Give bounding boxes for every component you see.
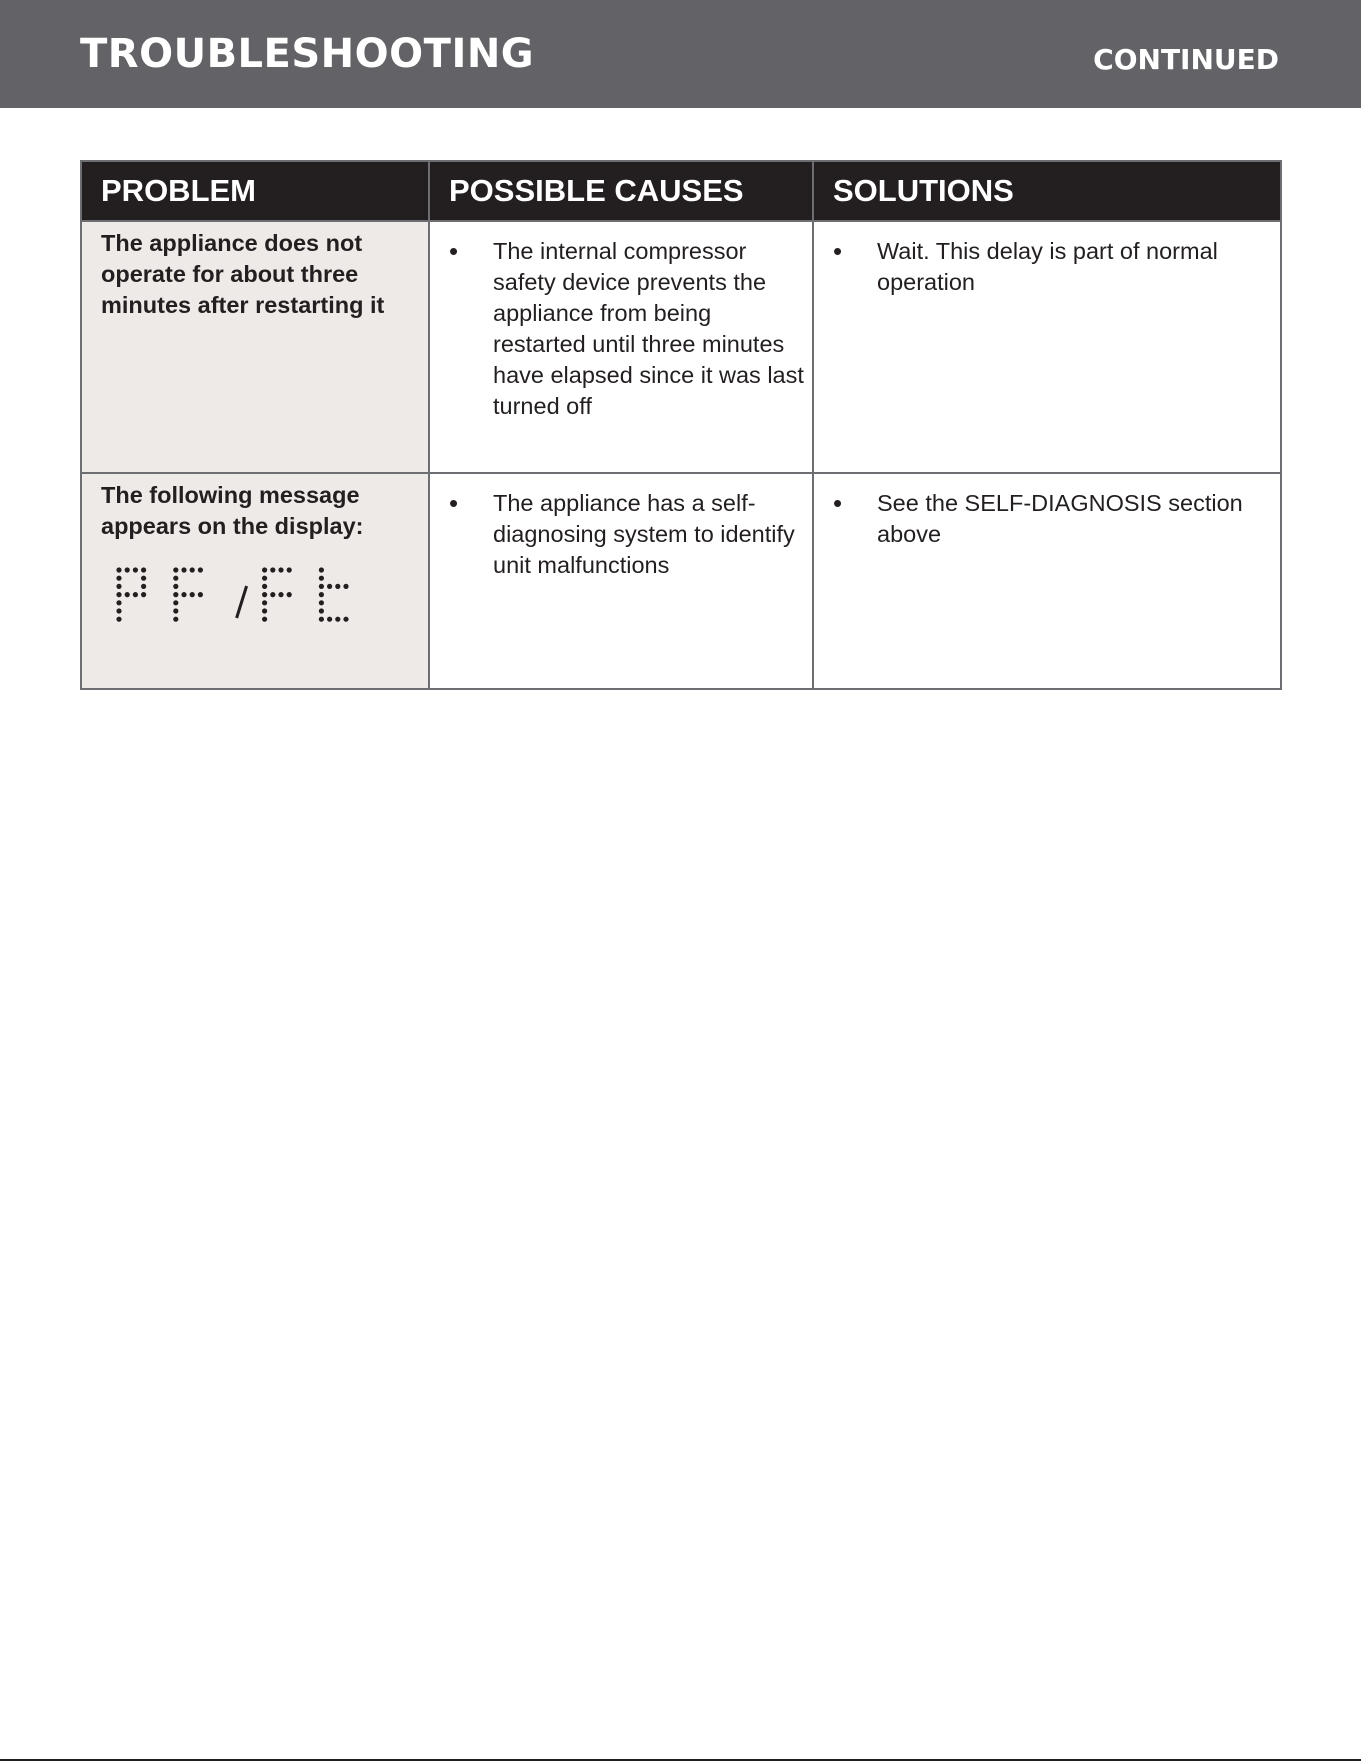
display-dot <box>116 592 121 597</box>
display-dot <box>181 567 186 572</box>
display-dot <box>335 617 340 622</box>
display-dot <box>262 584 267 589</box>
dot-matrix-display-code <box>115 564 355 640</box>
problem-cell <box>81 221 429 473</box>
display-dot <box>173 617 178 622</box>
display-dot <box>173 567 178 572</box>
display-dot <box>319 600 324 605</box>
display-dot <box>343 584 348 589</box>
display-dot <box>319 592 324 597</box>
slash-separator <box>237 586 247 618</box>
solution-bullet-item <box>833 236 1272 298</box>
display-dot <box>319 576 324 581</box>
display-dot <box>125 567 130 572</box>
problem-text: The appliance does not operate for about three minutes after restarting it <box>101 230 385 318</box>
bullet-icon: • <box>449 236 459 266</box>
table-row <box>81 473 1281 689</box>
bullet-icon: • <box>833 236 843 266</box>
display-dot <box>190 567 195 572</box>
display-dot <box>319 584 324 589</box>
continued-label: CONTINUED <box>1093 43 1279 76</box>
display-dot <box>141 567 146 572</box>
display-dot <box>319 617 324 622</box>
header-bar <box>0 0 1361 108</box>
cause-text: The internal compressor safety device prevents the appliance from being restarted until three minutes have elapsed since it was last turned off <box>493 238 804 419</box>
display-dot <box>116 584 121 589</box>
display-dot <box>181 592 186 597</box>
display-dot <box>133 592 138 597</box>
display-dot <box>116 617 121 622</box>
column-header-possible-causes: POSSIBLE CAUSES <box>429 161 813 221</box>
display-dot <box>125 592 130 597</box>
display-dot <box>198 567 203 572</box>
display-dot <box>116 600 121 605</box>
cause-cell <box>429 221 813 473</box>
display-dot <box>173 592 178 597</box>
display-dot <box>116 576 121 581</box>
cause-bullet-item <box>449 236 804 422</box>
display-dot <box>262 608 267 613</box>
bullet-icon: • <box>449 488 459 518</box>
display-dot <box>270 592 275 597</box>
display-dot <box>173 584 178 589</box>
solution-text: See the SELF-DIAGNOSIS section above <box>877 490 1243 547</box>
display-dot <box>141 576 146 581</box>
display-dot <box>116 608 121 613</box>
solution-cell <box>813 221 1281 473</box>
troubleshooting-table <box>80 160 1282 690</box>
display-dot <box>327 584 332 589</box>
display-dot <box>173 600 178 605</box>
display-dot <box>278 592 283 597</box>
display-dot <box>173 576 178 581</box>
display-dot <box>198 592 203 597</box>
display-dot <box>173 608 178 613</box>
display-dot <box>141 584 146 589</box>
display-dot <box>262 567 267 572</box>
solution-bullet-item <box>833 488 1272 550</box>
solution-text: Wait. This delay is part of normal operation <box>877 238 1218 295</box>
display-dot <box>262 576 267 581</box>
display-dot <box>270 567 275 572</box>
display-dot <box>141 592 146 597</box>
display-dot <box>133 567 138 572</box>
page-title: TROUBLESHOOTING <box>80 31 535 77</box>
cause-text: The appliance has a self-diagnosing system to identify unit malfunctions <box>493 490 795 578</box>
table-header-row <box>81 161 1281 221</box>
display-dot <box>343 617 348 622</box>
column-header-problem: PROBLEM <box>81 161 429 221</box>
cause-bullet-item <box>449 488 804 581</box>
display-dot <box>327 617 332 622</box>
cause-cell <box>429 473 813 689</box>
display-dot <box>262 592 267 597</box>
solution-cell <box>813 473 1281 689</box>
column-header-solutions: SOLUTIONS <box>813 161 1281 221</box>
display-dot <box>116 567 121 572</box>
display-dot <box>319 608 324 613</box>
display-dot <box>287 567 292 572</box>
problem-cell <box>81 473 429 689</box>
display-dot <box>190 592 195 597</box>
problem-text: The following message appears on the display: <box>101 482 364 539</box>
display-dot <box>278 567 283 572</box>
display-dot <box>262 617 267 622</box>
display-dot <box>335 584 340 589</box>
bullet-icon: • <box>833 488 843 518</box>
table-row <box>81 221 1281 473</box>
display-dot <box>287 592 292 597</box>
display-dot <box>262 600 267 605</box>
display-dot <box>319 567 324 572</box>
